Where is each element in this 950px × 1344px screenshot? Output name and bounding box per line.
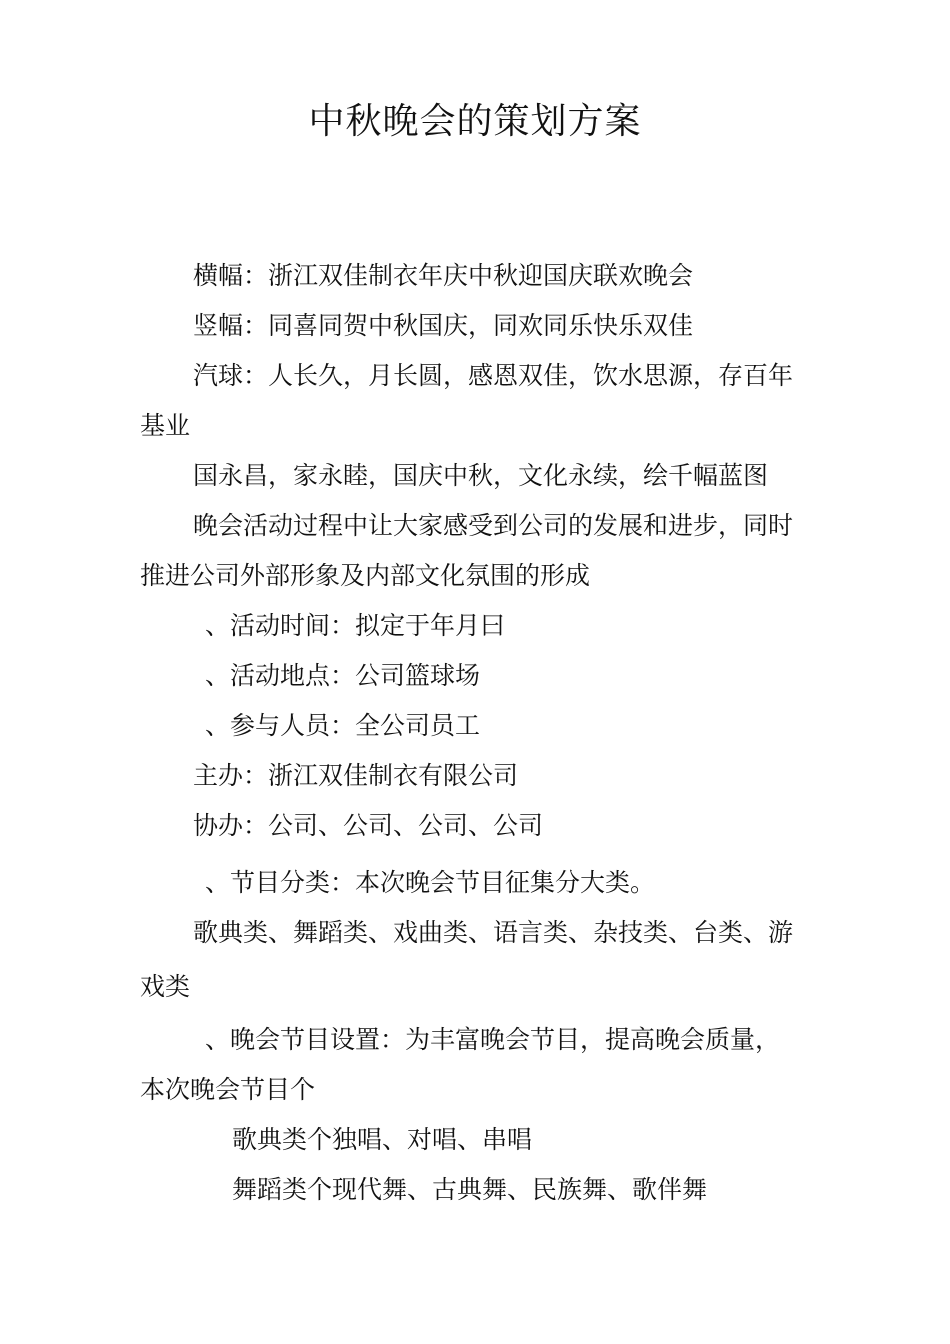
paragraph-balloon-continued: 基业: [140, 411, 191, 440]
paragraph-purpose-continued: 推进公司外部形象及内部文化氛围的形成: [140, 561, 591, 590]
paragraph-slogan: 国永昌，家永睦，国庆中秋，文化永续，绘千幅蓝图: [193, 461, 769, 490]
subitem-song-programs: 歌典类个独唱、对唱、串唱: [232, 1125, 533, 1154]
item-program-categories: 、节目分类：本次晚会节目征集分大类。: [205, 868, 656, 897]
paragraph-category-list-continued: 戏类: [140, 972, 191, 1001]
item-co-organizer: 协办：公司、公司、公司、公司: [193, 811, 544, 840]
paragraph-banner: 横幅：浙江双佳制衣年庆中秋迎国庆联欢晚会: [193, 261, 694, 290]
item-organizer: 主办：浙江双佳制衣有限公司: [193, 761, 519, 790]
document-title: 中秋晚会的策划方案: [308, 101, 642, 142]
item-program-setup-continued: 本次晚会节目个: [140, 1075, 316, 1104]
item-program-setup: 、晚会节目设置：为丰富晚会节目，提高晚会质量，: [205, 1025, 781, 1054]
item-event-time: 、活动时间：拟定于年月曰: [205, 611, 506, 640]
paragraph-balloon: 汽球：人长久，月长圆，感恩双佳，饮水思源，存百年: [193, 361, 794, 390]
paragraph-category-list: 歌典类、舞蹈类、戏曲类、语言类、杂技类、台类、游: [193, 918, 794, 947]
paragraph-vertical-banner: 竖幅：同喜同贺中秋国庆，同欢同乐快乐双佳: [193, 311, 694, 340]
subitem-dance-programs: 舞蹈类个现代舞、古典舞、民族舞、歌伴舞: [232, 1175, 708, 1204]
paragraph-purpose: 晚会活动过程中让大家感受到公司的发展和进步，同时: [193, 511, 794, 540]
item-event-location: 、活动地点：公司篮球场: [205, 661, 481, 690]
item-participants: 、参与人员：全公司员工: [205, 711, 481, 740]
